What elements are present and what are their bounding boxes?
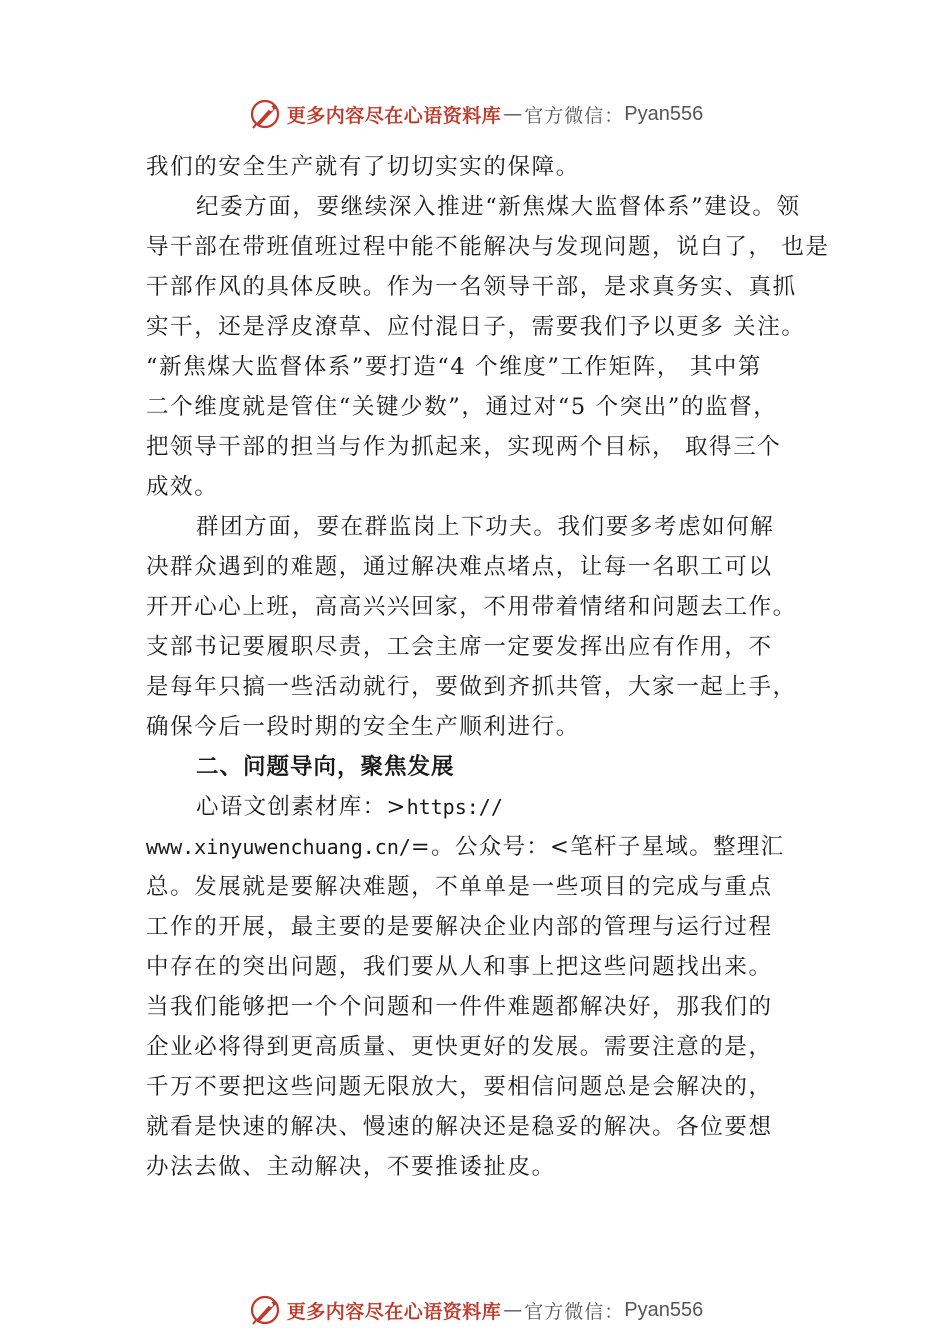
document-body: [146, 147, 836, 1187]
source-prefix: 心语文创素材库：>: [196, 794, 407, 820]
paragraph-line: 是每年只搞一些活动就行，要做到齐抓共管，大家一起上手，: [146, 674, 797, 700]
pen-circle-logo-icon: [247, 1292, 283, 1328]
paragraph-line: 总。发展就是要解决难题，不单单是一些项目的完成与重点: [146, 874, 773, 900]
paragraph-line: 决群众遇到的难题，通过解决难点堵点，让每一名职工可以: [146, 554, 773, 580]
wechat-label: 官方微信：: [524, 1300, 625, 1323]
paragraph-line: 中存在的突出问题，我们要从人和事上把这些问题找出来。: [146, 954, 773, 980]
paragraph-line: 纪委方面，要继续深入推进“新焦煤大监督体系”建设。领: [196, 194, 801, 220]
paragraph-line: 就看是快速的解决、慢速的解决还是稳妥的解决。各位要想: [146, 1114, 773, 1140]
banner-dash: —: [503, 1299, 523, 1321]
paragraph-line: 千万不要把这些问题无限放大，要相信问题总是会解决的，: [146, 1074, 773, 1100]
paragraph-line: 我们的安全生产就有了切切实实的保障。: [146, 154, 580, 180]
section-heading: 二、问题导向，聚焦发展: [196, 754, 455, 780]
paragraph-line: 开开心心上班，高高兴兴回家，不用带着情绪和问题去工作。: [146, 594, 797, 620]
source-line: [146, 787, 836, 827]
paragraph-line: 支部书记要履职尽责，工会主席一定要发挥出应有作用，不: [146, 634, 773, 660]
wechat-label: 官方微信：: [524, 104, 625, 127]
wechat-id: Pyan556: [624, 1298, 704, 1321]
wechat-id: Pyan556: [624, 102, 704, 125]
paragraph-line: 群团方面，要在群监岗上下功夫。我们要多考虑如何解: [196, 514, 775, 540]
paragraph-line: 办法去做、主动解决，不要推诿扯皮。: [146, 1154, 556, 1180]
pen-circle-logo-icon: [247, 96, 283, 132]
paragraph-line: 实干，还是浮皮潦草、应付混日子，需要我们予以更多 关注。: [146, 314, 806, 340]
paragraph-line: 二个维度就是管住“关键少数”，通过对“5 个突出”的监督，: [146, 394, 778, 420]
paragraph-line: 工作的开展，最主要的是要解决企业内部的管理与运行过程: [146, 914, 773, 940]
brand-text: 更多内容尽在心语资料库: [286, 1300, 502, 1323]
paragraph-line: 企业必将得到更高质量、更快更好的发展。需要注意的是，: [146, 1034, 773, 1060]
paragraph-line: 干部作风的具体反映。作为一名领导干部，是求真务实、真抓: [146, 274, 797, 300]
source-url-part1: https://: [406, 795, 503, 819]
paragraph-line: 把领导干部的担当与作为抓起来，实现两个目标， 取得三个: [146, 434, 782, 460]
brand-text: 更多内容尽在心语资料库: [286, 104, 502, 127]
paragraph-line: “新焦煤大监督体系”要打造“4 个维度”工作矩阵， 其中第: [146, 354, 763, 380]
paragraph-line: 确保今后一段时期的安全生产顺利进行。: [146, 714, 580, 740]
source-rest: =。公众号：<笔杆子星域。整理汇: [410, 834, 785, 860]
paragraph-line: 当我们能够把一个个问题和一件件难题都解决好，那我们的: [146, 994, 773, 1020]
banner-dash: —: [503, 103, 523, 125]
source-line-2: [146, 827, 836, 867]
paragraph-line: 成效。: [146, 474, 219, 500]
paragraph-line: 导干部在带班值班过程中能不能解决与发现问题，说白了， 也是: [146, 234, 830, 260]
header-watermark: [0, 94, 950, 134]
source-url-part2: www.xinyuwenchuang.cn/: [146, 835, 411, 859]
footer-watermark: [0, 1290, 950, 1330]
